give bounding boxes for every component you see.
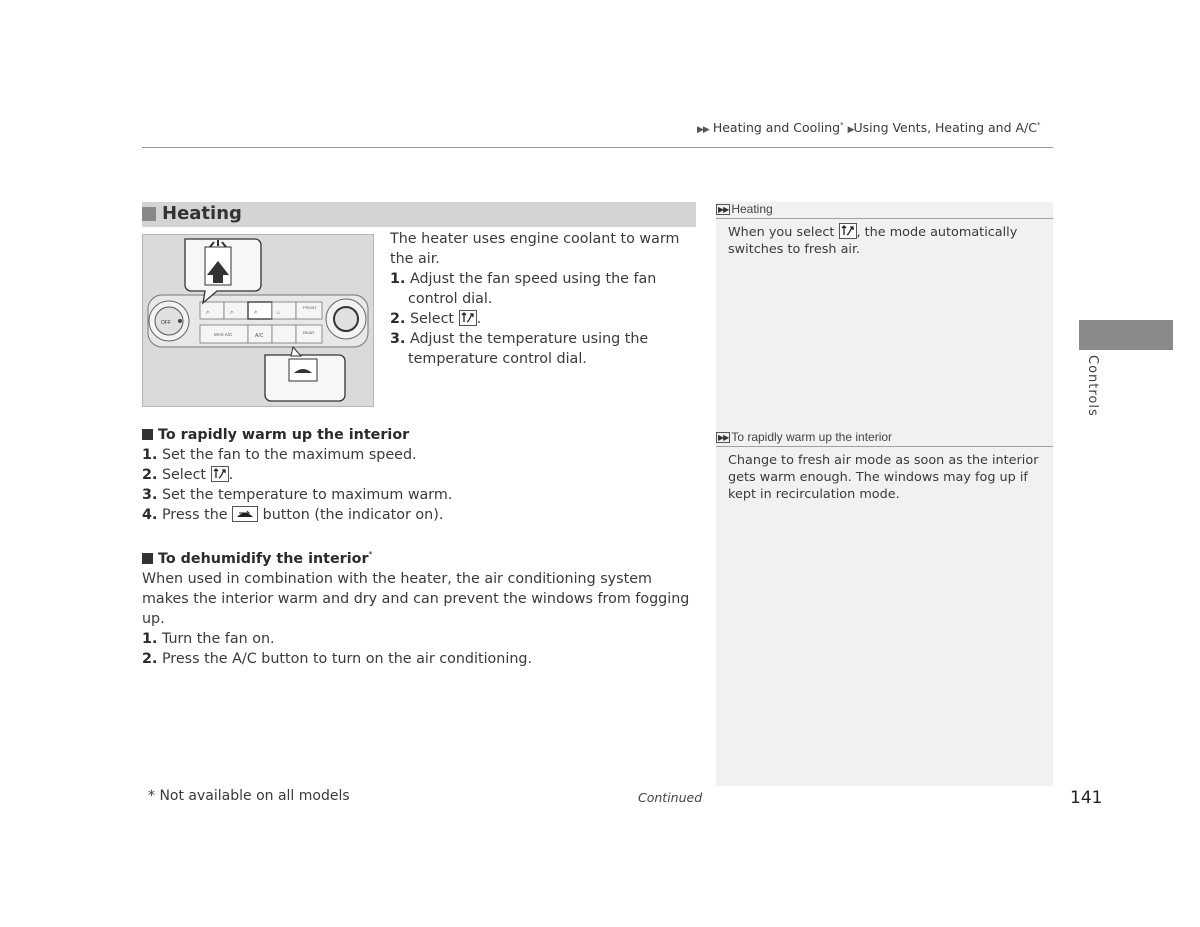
chapter-tab[interactable] — [1079, 320, 1173, 350]
breadcrumb-item-heating-cooling[interactable]: Heating and Cooling — [712, 120, 841, 135]
fresh-air-mode-icon — [839, 223, 857, 239]
warm-step-2: 2. Select . — [142, 467, 234, 483]
off-label: OFF — [161, 320, 171, 326]
dehumidify-body: When used in combination with the heater, the air conditioning system makes the interior warm and dry and can prevent the windows from fogging up. — [142, 570, 690, 627]
climate-panel-drawing — [143, 235, 373, 406]
note-heading-heating: ▶▶ Heating — [716, 202, 1053, 219]
section-title: Heating — [162, 203, 242, 224]
svg-text:↗: ↗ — [229, 310, 234, 316]
heating-intro — [390, 229, 696, 369]
svg-text:A/C: A/C — [255, 333, 264, 339]
chapter-tab-label: Controls — [1085, 355, 1100, 417]
recirculation-button-icon — [232, 506, 258, 522]
continued-label: Continued — [638, 790, 703, 805]
note-ref-icon: ▶▶ — [718, 433, 729, 442]
bullet-square-icon — [142, 553, 153, 564]
warm-step-1: 1. Set the fan to the maximum speed. — [142, 447, 417, 463]
bullet-square-icon — [142, 429, 153, 440]
svg-text:↗: ↗ — [253, 310, 258, 316]
breadcrumb-arrow-icon: ▶▶ — [697, 125, 709, 135]
header-divider — [142, 147, 1053, 148]
breadcrumb-arrow-icon: ▶ — [847, 125, 854, 135]
dehumidify-step-1: 1. Turn the fan on. — [142, 630, 275, 647]
step-1: 1. Adjust the fan speed using the fan control dial. — [390, 271, 657, 307]
climate-control-illustration — [142, 234, 374, 407]
note-body-heating: When you select , the mode automatically switches to fresh air. — [728, 225, 1018, 257]
side-notes-panel — [716, 202, 1053, 786]
dehumidify-section — [142, 545, 702, 669]
note-body-warm-up: Change to fresh air mode as soon as the interior gets warm enough. The windows may fog up if kept in recirculation mode. — [728, 453, 1039, 502]
svg-text:↗: ↗ — [205, 310, 210, 316]
step-2: 2. Select . — [390, 311, 482, 327]
svg-text:FRONT: FRONT — [303, 305, 317, 310]
fresh-air-mode-icon — [211, 466, 229, 482]
svg-text:REAR: REAR — [303, 330, 315, 335]
warm-step-4: 4. Press the button (the indicator on). — [142, 507, 444, 523]
note-heading-warm-up: ▶▶ To rapidly warm up the interior — [716, 430, 1053, 447]
step-3: 3. Adjust the temperature using the temperature control dial. — [390, 331, 649, 367]
note-ref-icon: ▶▶ — [718, 205, 729, 214]
section-heading-bar — [142, 202, 696, 227]
warm-up-title: To rapidly warm up the interior — [142, 425, 702, 445]
dehumidify-title: To dehumidify the interior* — [142, 545, 702, 569]
fresh-air-mode-icon — [459, 310, 477, 326]
page-number: 141 — [1070, 788, 1103, 808]
footnote: * Not available on all models — [148, 788, 350, 804]
dehumidify-step-2: 2. Press the A/C button to turn on the air conditioning. — [142, 650, 533, 667]
warm-up-section — [142, 425, 702, 525]
warm-step-3: 3. Set the temperature to maximum warm. — [142, 487, 453, 503]
heading-square-icon — [142, 207, 156, 221]
breadcrumb: ▶▶ Heating and Cooling* ▶Using Vents, Heating and A/C* — [697, 120, 1041, 135]
svg-text:⌂: ⌂ — [277, 310, 281, 316]
breadcrumb-item-vents[interactable]: Using Vents, Heating and A/C — [853, 120, 1037, 135]
intro-paragraph: The heater uses engine coolant to warm the air. — [390, 231, 680, 267]
svg-text:MAX A/C: MAX A/C — [214, 332, 233, 337]
